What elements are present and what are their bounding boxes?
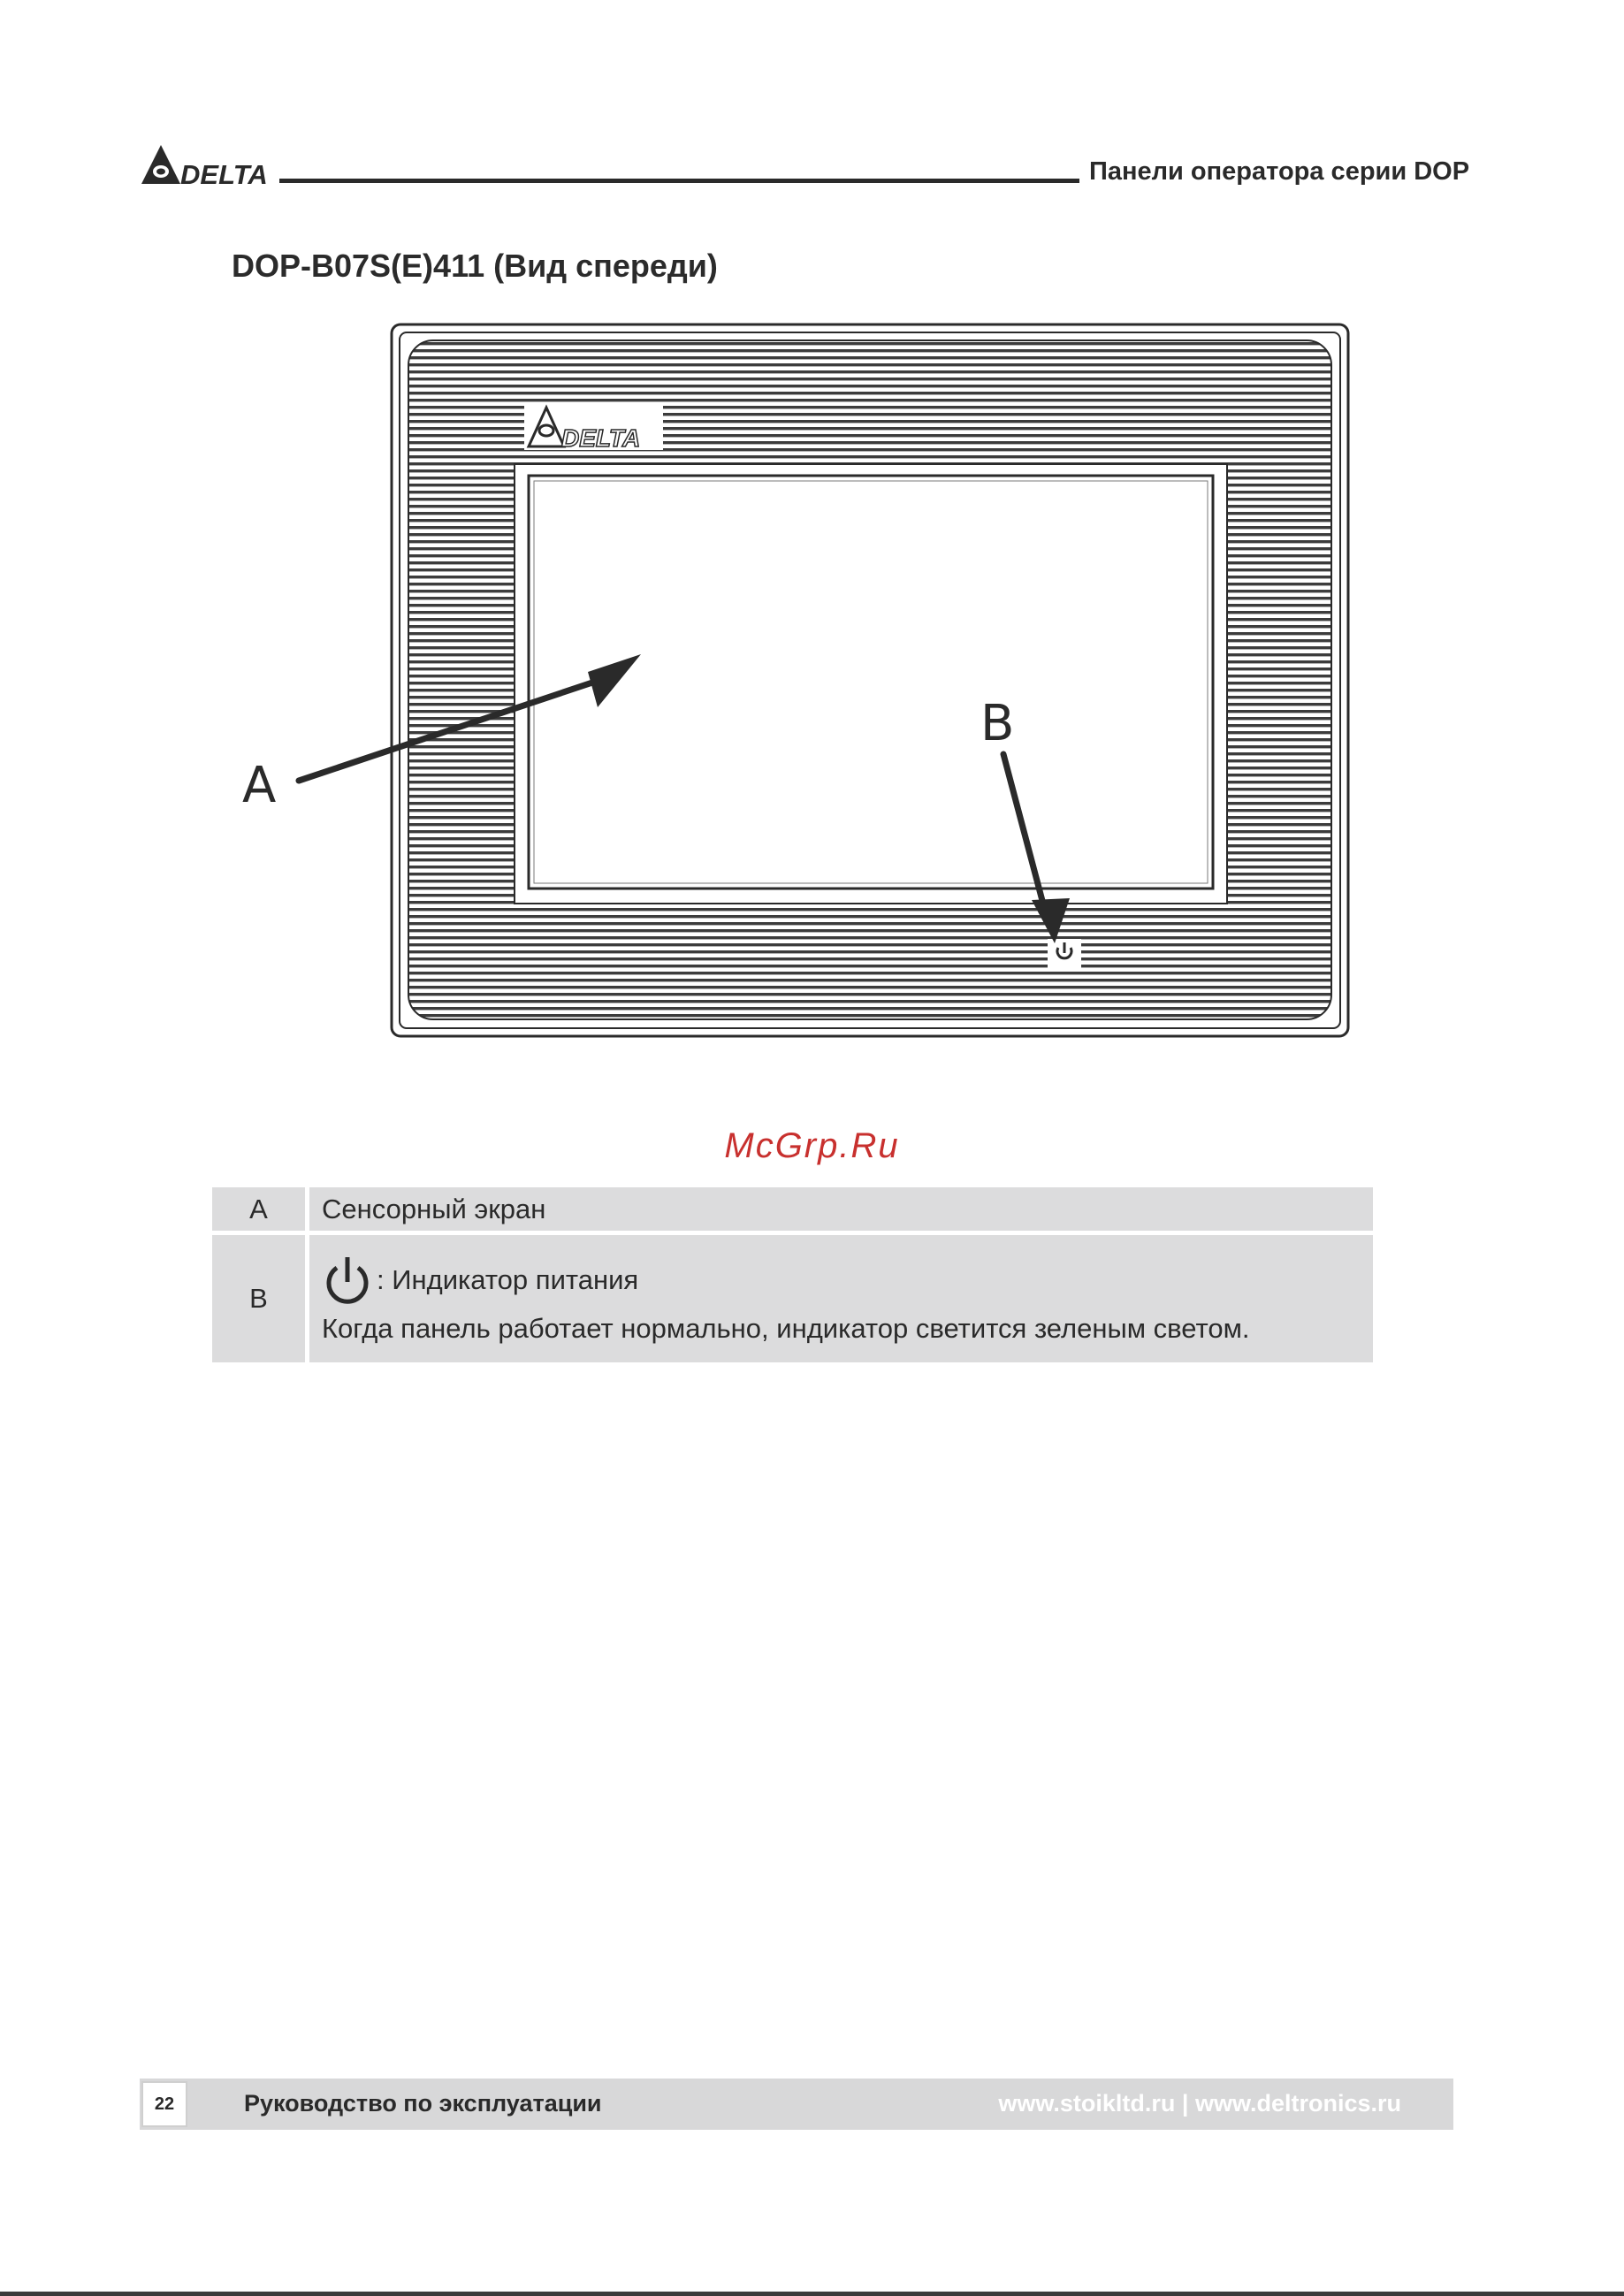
bottom-edge-line xyxy=(0,2292,1624,2296)
legend-key-b: B xyxy=(212,1235,305,1362)
label-b: B xyxy=(980,695,1015,752)
legend-line-power xyxy=(322,1253,1372,1308)
header-title: Панели оператора серии DOP xyxy=(1089,157,1470,186)
footer-manual-title: Руководство по эксплуатации xyxy=(244,2090,602,2117)
delta-logo xyxy=(140,141,272,187)
watermark: McGrp.Ru xyxy=(724,1126,900,1165)
delta-triangle-icon xyxy=(141,145,180,184)
delta-logo-text: DELTA xyxy=(180,159,268,187)
page-number: 22 xyxy=(141,2081,187,2127)
label-a: A xyxy=(242,757,277,814)
legend-key-a: A xyxy=(212,1187,305,1231)
power-icon xyxy=(322,1255,373,1306)
legend-text-b: : Индикатор питания xyxy=(377,1264,639,1295)
touch-screen xyxy=(529,476,1213,889)
header-rule xyxy=(279,179,1079,183)
legend-table xyxy=(208,1183,1377,1367)
legend-text-a: Сенсорный экран xyxy=(309,1187,1373,1231)
legend-note-b: Когда панель работает нормально, индикатор светится зеленым светом. xyxy=(322,1313,1250,1344)
device-front-view xyxy=(230,314,1361,1048)
section-title: DOP-B07S(E)411 (Вид спереди) xyxy=(232,248,718,284)
legend-cell-b xyxy=(309,1235,1373,1362)
legend-row-b xyxy=(212,1235,1373,1362)
footer-links: www.stoikltd.ru | www.deltronics.ru xyxy=(998,2090,1401,2117)
legend-row-a xyxy=(212,1187,1373,1231)
device-logo-text: DELTA xyxy=(561,424,641,452)
